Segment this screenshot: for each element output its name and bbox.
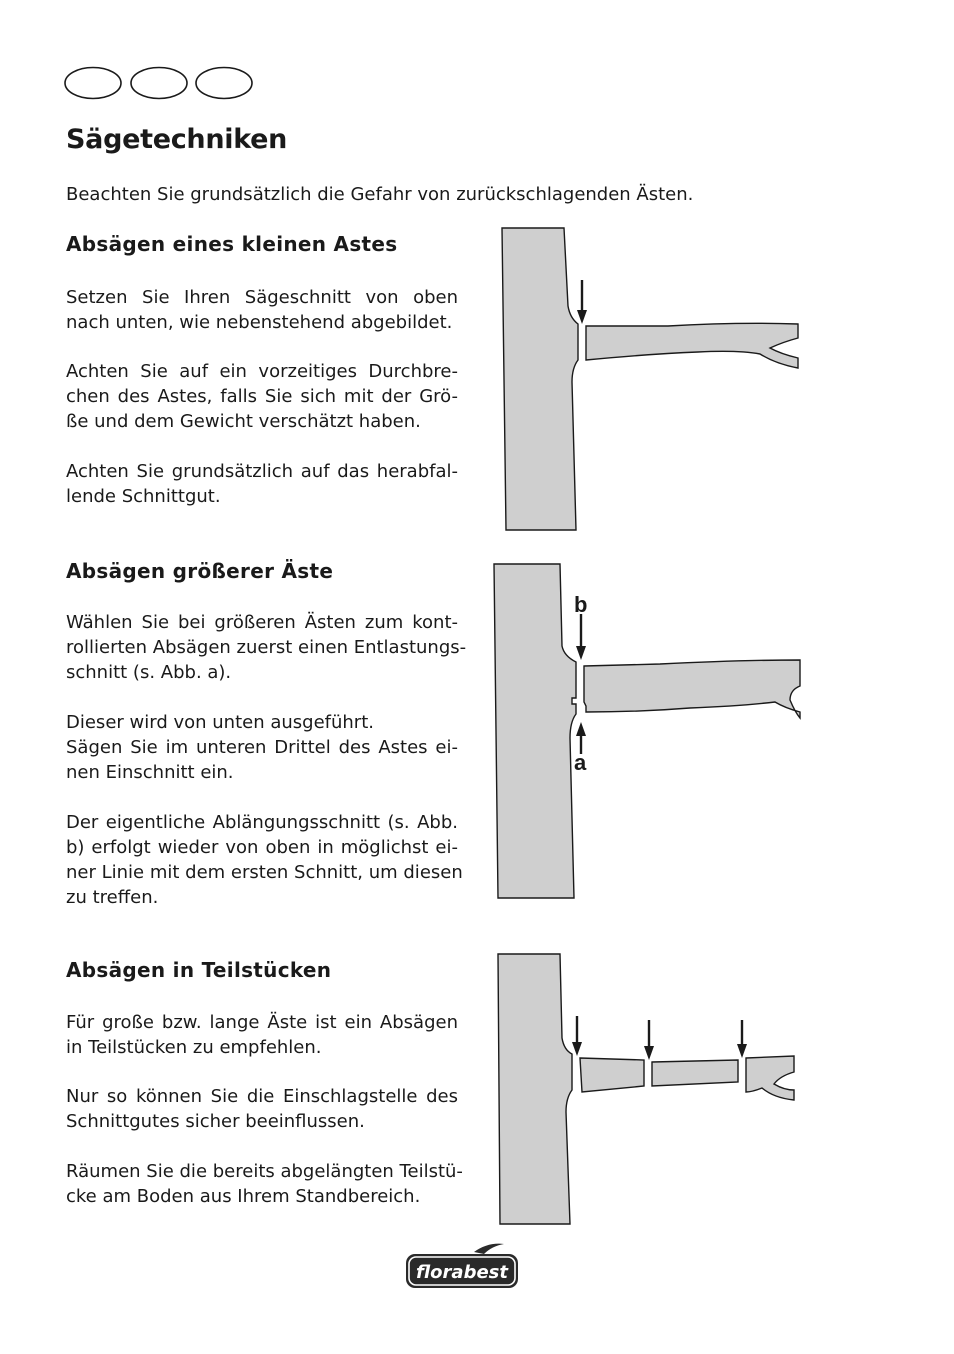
text-line: Nur so können Sie die Einschlagstelle des xyxy=(66,1086,458,1107)
text-line: Der eigentliche Ablängungsschnitt (s. Abb. xyxy=(66,812,458,833)
section-heading: Absägen in Teilstücken xyxy=(66,958,332,982)
text-line: in Teilstücken zu empfehlen. xyxy=(66,1037,322,1058)
text-line: Für große bzw. lange Äste ist ein Absägen xyxy=(66,1012,458,1033)
text-line: lende Schnittgut. xyxy=(66,486,221,507)
paragraph xyxy=(66,1084,458,1134)
label-b: b xyxy=(574,592,588,617)
text-line: ße und dem Gewicht verschätzt haben. xyxy=(66,411,421,432)
text-line: Schnittgutes sicher beeinflussen. xyxy=(66,1111,365,1132)
paragraph xyxy=(66,610,467,685)
text-line: schnitt (s. Abb. a). xyxy=(66,662,232,683)
section-heading: Absägen größerer Äste xyxy=(66,559,334,583)
paragraph xyxy=(66,459,458,509)
text-line: Achten Sie auf ein vorzeitiges Durchbre- xyxy=(66,361,458,382)
paragraph xyxy=(66,810,463,910)
text-line: Räumen Sie die bereits abgelängten Teilstü- xyxy=(66,1161,463,1182)
intro-text: Beachten Sie grundsätzlich die Gefahr von zurückschlagenden Ästen. xyxy=(66,184,694,205)
text-line: ner Linie mit dem ersten Schnitt, um diesen xyxy=(66,862,463,883)
text-line: chen des Astes, falls Sie sich mit der Grö- xyxy=(66,386,458,407)
logo-text: florabest xyxy=(416,1262,508,1283)
figure-large-branch-cut xyxy=(490,562,810,904)
text-line: Wählen Sie bei größeren Ästen zum kont- xyxy=(66,612,458,633)
text-line: zu treffen. xyxy=(66,887,159,908)
text-line: nen Einschnitt ein. xyxy=(66,762,234,783)
text-line: Sägen Sie im unteren Drittel des Astes ei- xyxy=(66,737,458,758)
language-ovals xyxy=(64,66,254,100)
page-title: Sägetechniken xyxy=(66,124,288,155)
text-line: Dieser wird von unten ausgeführt. xyxy=(66,712,374,733)
text-line: Setzen Sie Ihren Sägeschnitt von oben xyxy=(66,287,458,308)
text-line: Achten Sie grundsätzlich auf das herabfal- xyxy=(66,461,458,482)
figure-piece-cut xyxy=(494,952,804,1228)
section-heading: Absägen eines kleinen Astes xyxy=(66,232,398,256)
paragraph xyxy=(66,359,458,434)
text-line: nach unten, wie nebenstehend abgebildet. xyxy=(66,312,453,333)
text-line: b) erfolgt wieder von oben in möglichst ei- xyxy=(66,837,458,858)
paragraph xyxy=(66,1010,458,1060)
paragraph xyxy=(66,285,458,335)
text-line: rollierten Absägen zuerst einen Entlastungs- xyxy=(66,637,467,658)
label-a: a xyxy=(574,750,587,775)
paragraph xyxy=(66,710,458,785)
figure-small-branch-cut xyxy=(498,226,808,536)
paragraph xyxy=(66,1159,463,1209)
florabest-logo xyxy=(404,1242,520,1290)
text-line: cke am Boden aus Ihrem Standbereich. xyxy=(66,1186,421,1207)
